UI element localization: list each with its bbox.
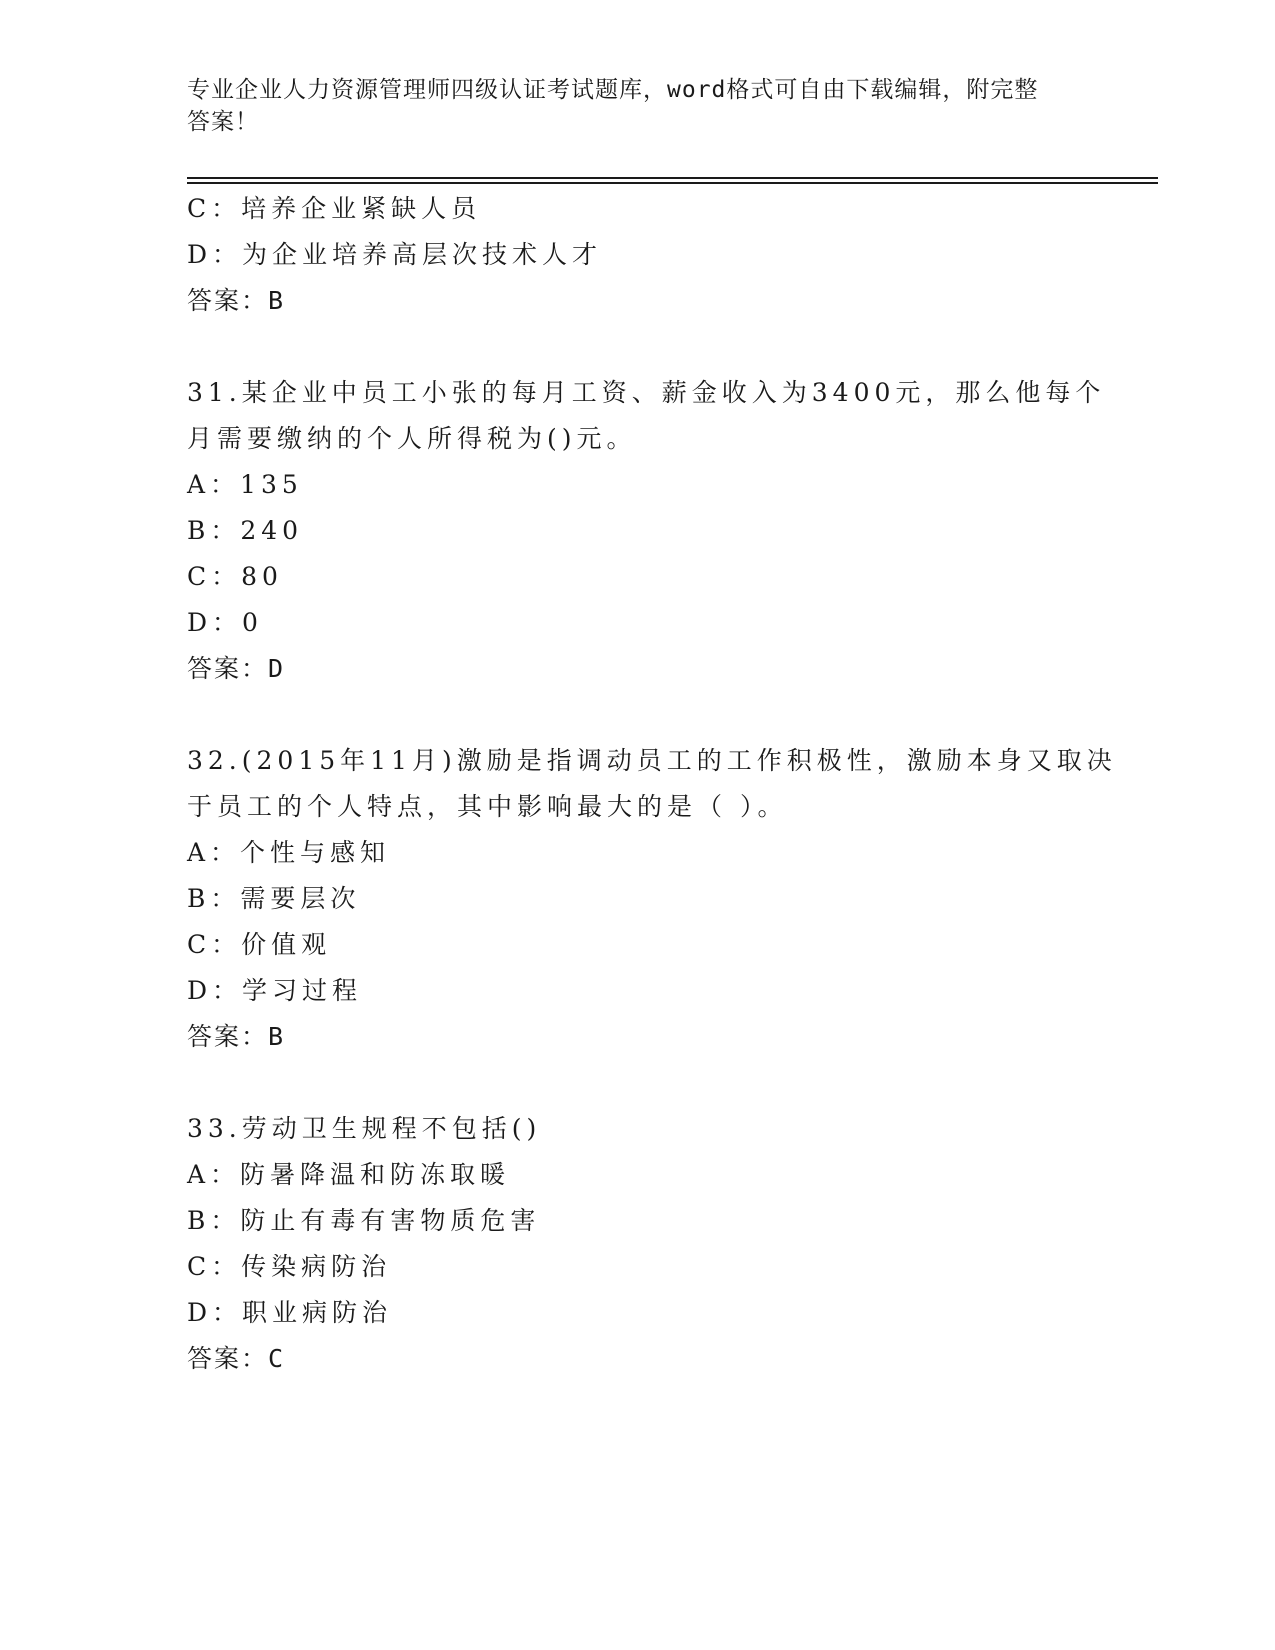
question-stem-line: 33.劳动卫生规程不包括()	[187, 1114, 542, 1143]
option-c: C：培养企业紧缺人员	[187, 194, 482, 223]
question-33	[187, 1106, 1087, 1382]
question-30-continued	[187, 186, 1087, 324]
question-32	[187, 738, 1117, 1060]
question-list	[187, 186, 1117, 1382]
option-b: B：需要层次	[187, 884, 361, 913]
option-c: C：价值观	[187, 930, 332, 959]
question-stem-line: 于员工的个人特点，其中影响最大的是（ ）。	[187, 792, 788, 821]
option-c: C：80	[187, 562, 283, 591]
question-stem-line: 32.(2015年11月)激励是指调动员工的工作积极性，激励本身又取决	[187, 746, 1117, 775]
header-divider-bottom	[187, 182, 1158, 184]
option-a: A：个性与感知	[187, 838, 391, 867]
option-a: A：防暑降温和防冻取暖	[187, 1160, 511, 1189]
header-line-2: 答案！	[187, 109, 259, 135]
option-d: D：为企业培养高层次技术人才	[187, 240, 603, 269]
header-divider-top	[187, 177, 1158, 179]
answer-key: 答案：C	[187, 1344, 286, 1373]
document-header	[187, 74, 1087, 138]
answer-key: 答案：B	[187, 1022, 286, 1051]
spacer	[187, 324, 1087, 370]
answer-key: 答案：B	[187, 286, 286, 315]
option-c: C：传染病防治	[187, 1252, 392, 1281]
option-b: B：240	[187, 516, 304, 545]
option-d: D：学习过程	[187, 976, 363, 1005]
header-line-1: 专业企业人力资源管理师四级认证考试题库，word格式可自由下载编辑，附完整	[187, 77, 1039, 103]
option-a: A：135	[187, 470, 303, 499]
question-stem-line: 31.某企业中员工小张的每月工资、薪金收入为3400元，那么他每个	[187, 378, 1106, 407]
option-d: D：0	[187, 608, 263, 637]
option-b: B：防止有毒有害物质危害	[187, 1206, 541, 1235]
answer-key: 答案：D	[187, 654, 286, 683]
spacer	[187, 692, 1087, 738]
spacer	[187, 1060, 1087, 1106]
option-d: D：职业病防治	[187, 1298, 393, 1327]
question-stem-line: 月需要缴纳的个人所得税为()元。	[187, 424, 637, 453]
question-31	[187, 370, 1106, 692]
